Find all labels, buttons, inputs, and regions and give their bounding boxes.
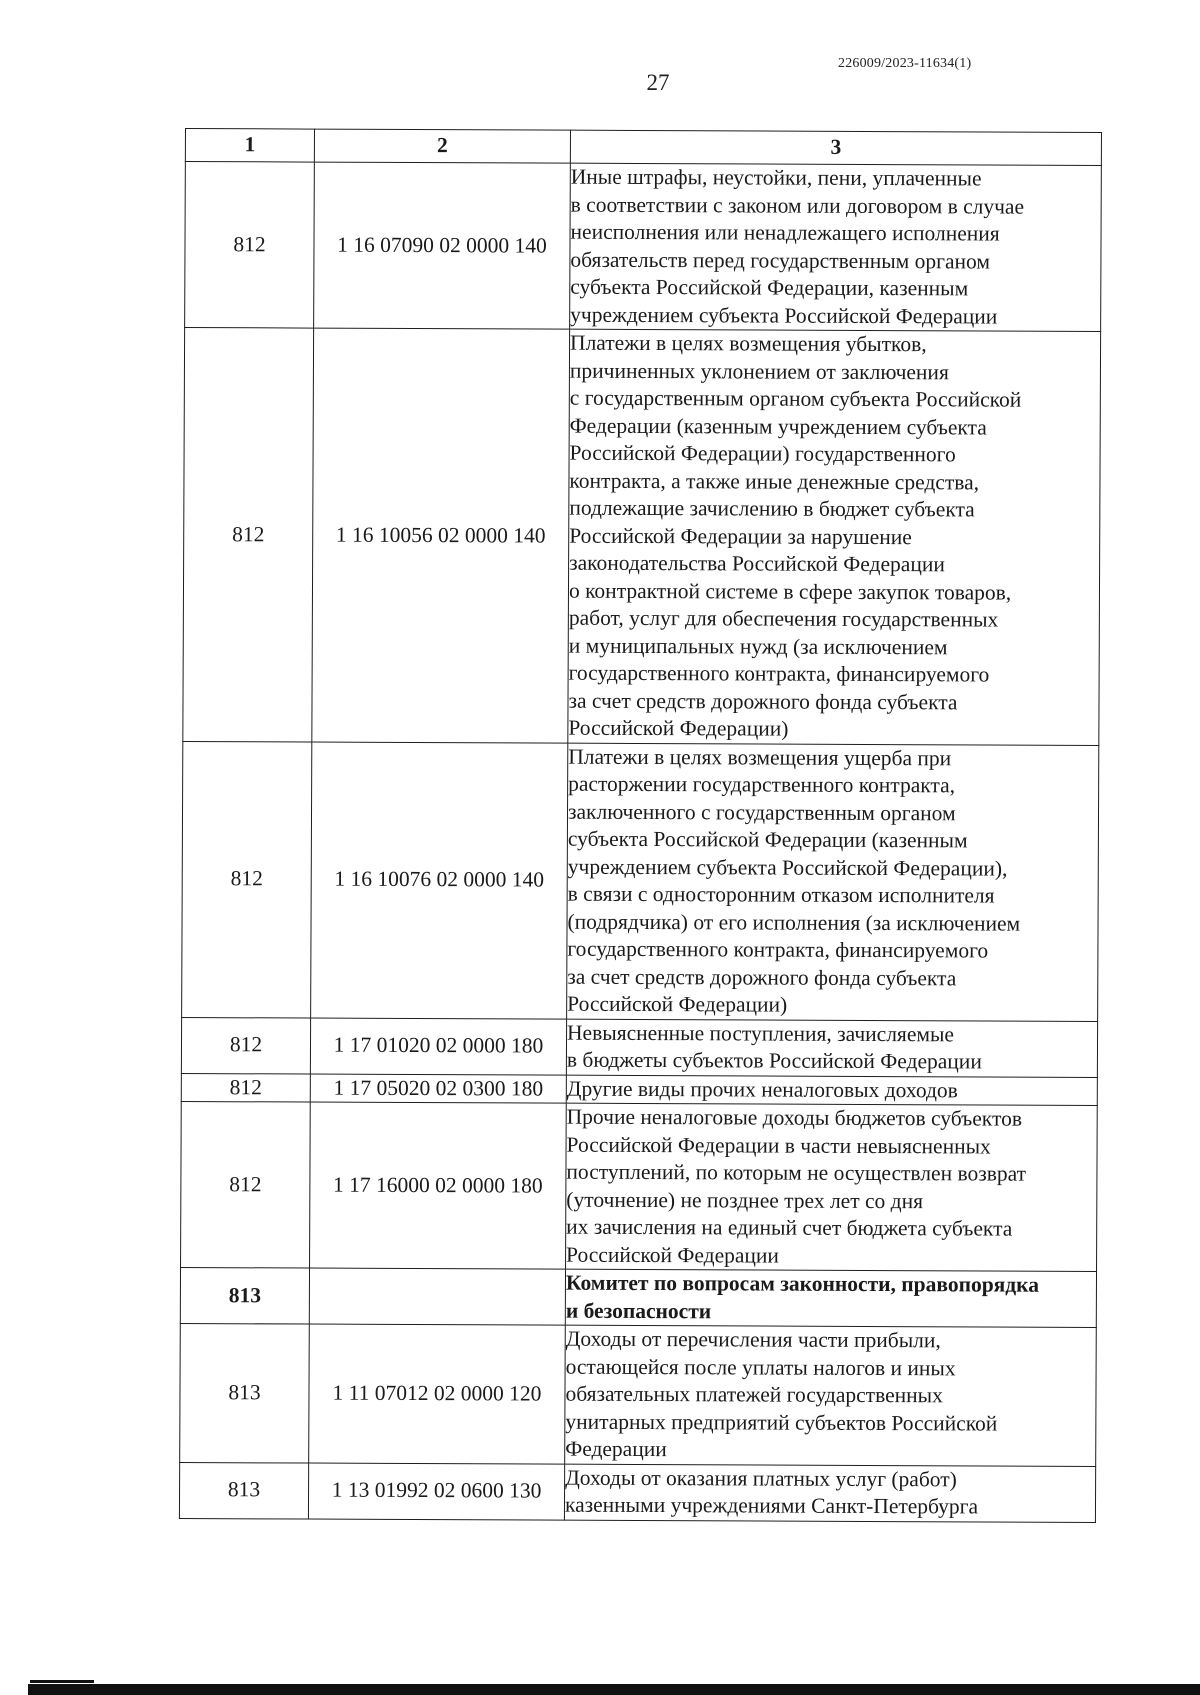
scan-bottom-border [28,1684,1200,1695]
description-line: в бюджеты субъектов Российской Федерации [566,1047,982,1074]
income-code-cell: 1 11 07012 02 0000 120 [309,1324,566,1464]
income-code-cell: 1 16 10056 02 0000 140 [312,328,570,743]
description-line: Комитет по вопросам законности, правопорядка [565,1270,1040,1297]
description-line: работ, услуг для обеспечения государственных [568,605,999,632]
description-line: Невыясненные поступления, зачисляемые [567,1020,955,1046]
description-line: о контрактной системе в сфере закупок товаров, [568,578,1012,605]
description-line: и безопасности [565,1298,712,1323]
document-id: 226009/2023-11634(1) [838,56,972,71]
description-cell [566,1075,1097,1106]
description-line: Российской Федерации [566,1242,780,1268]
description-cell [564,1464,1095,1522]
description-cell [568,329,1101,745]
description-line: остающейся после уплаты налогов и иных [565,1354,956,1380]
admin-code-cell: 813 [179,1462,308,1519]
description-line: Российской Федерации) [568,715,789,741]
table-row [180,1267,1096,1327]
admin-code-cell: 812 [183,328,314,742]
description-line: Платежи в целях возмещения ущерба при [568,744,952,770]
table-row [181,1073,1097,1105]
column-header-1: 1 [185,129,314,163]
description-line: учреждением субъекта Российской Федерации), [567,854,1008,881]
table-header-row [185,129,1101,166]
description-line: и муниципальных нужд (за исключением [568,633,948,659]
description-line: Российской Федерации) [567,991,788,1017]
column-header-3: 3 [570,130,1101,165]
description-line: заключенного с государственным органом [567,799,956,825]
description-line: Иные штрафы, неустойки, пени, уплаченные [570,164,982,191]
table-row [185,162,1102,332]
description-line: Федерации [565,1436,667,1462]
income-code-cell [309,1268,565,1325]
description-line: за счет средств дорожного фонда субъекта [568,688,958,714]
income-code-cell: 1 16 07090 02 0000 140 [314,162,571,329]
income-code-cell: 1 17 05020 02 0300 180 [310,1074,566,1104]
description-line: субъекта Российской Федерации (казенным [567,826,968,853]
description-line: субъекта Российской Федерации, казенным [570,274,969,301]
description-line: Российской Федерации в части невыясненных [566,1132,991,1159]
description-line: законодательства Российской Федерации [569,550,945,577]
description-line: расторжении государственного контракта, [568,771,956,798]
admin-code-cell: 813 [180,1267,309,1324]
description-line: государственного контракта, финансируемого [567,936,989,963]
admin-code-cell: 812 [181,1101,311,1268]
table-row [180,1323,1097,1465]
admin-code-cell: 812 [181,1017,310,1074]
description-line: за счет средств дорожного фонда субъекта [567,964,957,990]
description-line: обязательств перед государственным органом [570,247,991,274]
description-line: Прочие неналоговые доходы бюджетов субъектов [566,1104,1023,1131]
description-line: Доходы от оказания платных услуг (работ) [565,1465,957,1491]
description-line: государственного контракта, финансируемого [568,660,990,687]
description-line: их зачисления на единый счет бюджета субъекта [566,1214,1013,1241]
income-code-cell: 1 13 01992 02 0600 130 [308,1463,564,1520]
description-line: Федерации (казенным учреждением субъекта [569,413,987,440]
description-line: неисполнения или ненадлежащего исполнения [570,219,1000,246]
description-line: в соответствии с законом или договором в случае [570,192,1025,219]
description-line: причиненных уклонением от заключения [569,358,949,384]
description-line: Российской Федерации) государственного [569,440,956,467]
scan-edge-mark [30,1680,94,1683]
admin-code-cell: 812 [181,1073,310,1102]
description-cell [570,163,1102,331]
admin-code-cell: 812 [182,741,312,1018]
description-line: контракта, а также иные денежные средства, [569,468,980,494]
admin-code-cell: 813 [180,1323,310,1462]
page-number: 27 [646,70,670,95]
description-line: учреждением субъекта Российской Федерации [570,302,998,329]
description-line: унитарных предприятий субъектов Российской [565,1409,998,1436]
description-line: в связи с односторонним отказом исполнителя [567,881,995,908]
description-line: (уточнение) не позднее трех лет со дня [566,1187,924,1213]
admin-code-cell: 812 [185,162,315,329]
income-code-cell: 1 17 01020 02 0000 180 [310,1018,566,1075]
description-cell [566,1019,1097,1077]
table-body [179,129,1101,1522]
table-row [179,1462,1095,1522]
description-line: Другие виды прочих неналоговых доходов [566,1076,958,1102]
table-row [181,1101,1098,1271]
description-line: казенными учреждениями Санкт-Петербурга [564,1492,979,1519]
description-line: Доходы от перечисления части прибыли, [565,1326,941,1353]
income-code-cell: 1 17 16000 02 0000 180 [310,1102,567,1269]
description-line: поступлений, по которым не осуществлен возврат [566,1159,1027,1186]
description-cell [565,1325,1097,1466]
description-cell [567,743,1099,1021]
income-code-cell: 1 16 10076 02 0000 140 [311,742,568,1019]
description-cell [565,1269,1096,1327]
table-row [183,328,1101,745]
table-row [181,1017,1097,1077]
description-line: (подрядчика) от его исполнения (за исключением [567,909,1021,936]
description-line: с государственным органом субъекта Российской [569,385,1022,412]
description-line: Платежи в целях возмещения убытков, [570,330,927,357]
description-line: обязательных платежей государственных [565,1381,943,1408]
description-cell [566,1103,1098,1271]
description-line: подлежащие зачислению в бюджет субъекта [569,495,975,522]
column-header-2: 2 [314,129,570,163]
description-line: Российской Федерации за нарушение [569,523,912,549]
table-row [182,741,1099,1021]
budget-classification-table [179,128,1102,1522]
